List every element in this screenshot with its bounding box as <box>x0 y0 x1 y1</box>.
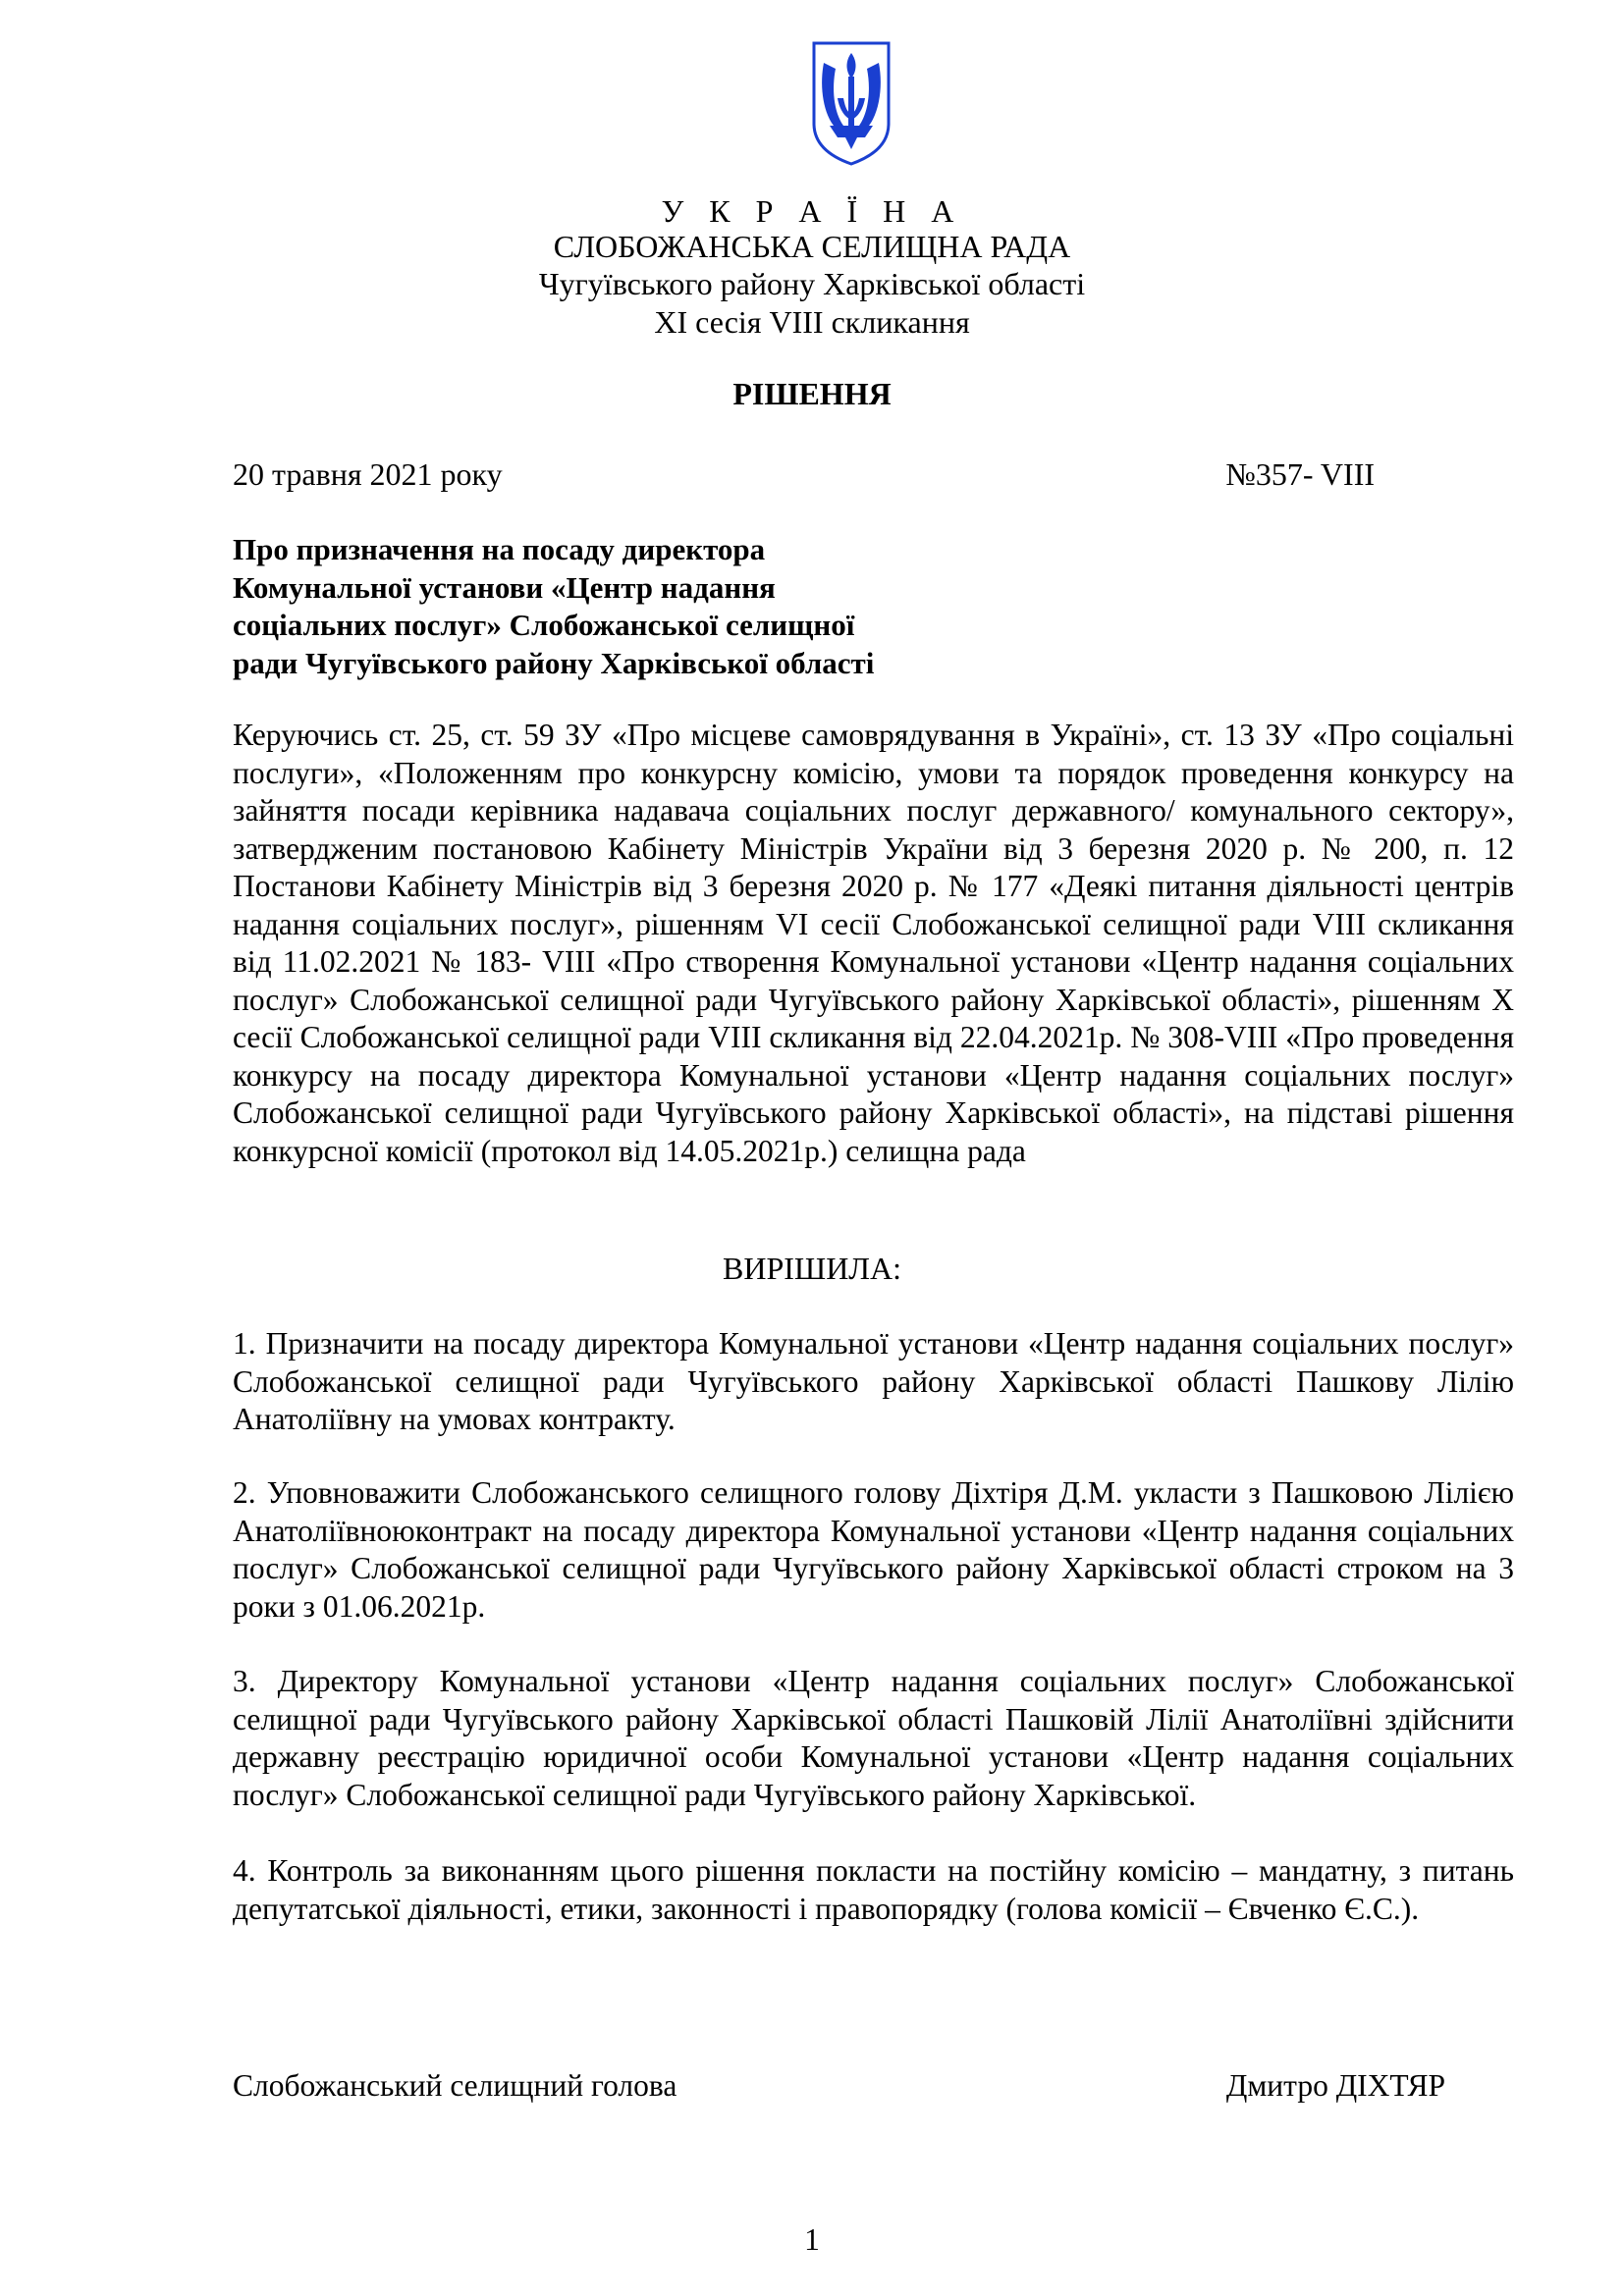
document-number: №357- VIII <box>1225 456 1375 492</box>
subject-line: Про призначення на посаду директора <box>233 532 766 566</box>
date-line <box>233 454 1375 495</box>
header-country: У К Р А Ї Н А <box>661 193 963 229</box>
document-title: РІШЕННЯ <box>732 376 892 411</box>
document-subject <box>233 531 979 682</box>
signature-position: Слобожанський селищний голова <box>233 2068 677 2103</box>
header-council: СЛОБОЖАНСЬКА СЕЛИЩНА РАДА <box>553 229 1071 264</box>
decision-point-1: 1. Призначити на посаду директора Комунальної установи «Центр надання соціальних послуг» Слобожанської селищної ради Чугуївського району Харківської області Пашкову Лілію Анатоліївну на умовах контракту. <box>233 1326 1514 1436</box>
subject-line: соціальних послуг» Слобожанської селищної <box>233 608 855 642</box>
subject-line: ради Чугуївського району Харківської області <box>233 645 875 680</box>
coat-of-arms-trident-icon <box>810 39 893 167</box>
signature-name: Дмитро ДІХТЯР <box>1225 2068 1445 2103</box>
page-number: 1 <box>804 2222 820 2257</box>
resolved-heading: ВИРІШИЛА: <box>723 1251 901 1286</box>
decision-point-3: 3. Директору Комунальної установи «Центр надання соціальних послуг» Слобожанської селищної ради Чугуївського району Харківської області Пашковій Лілії Анатоліївні здійснити державну реєстрацію юридичної особи Комунальної установи «Центр надання соціальних послуг» Слобожанської селищної ради Чугуївського району Харківської. <box>233 1664 1514 1812</box>
subject-line: Комунальної установи «Центр надання <box>233 569 776 605</box>
decision-point-2: 2. Уповноважити Слобожанського селищного голову Діхтіря Д.М. укласти з Пашковою Лілією Анатоліївноюконтракт на посаду директора Комунальної установи «Центр надання соціальних послуг» Слобожанської селищної ради Чугуївського району Харківської області строком на 3 роки з 01.06.2021р. <box>233 1475 1514 1624</box>
document-date: 20 травня 2021 року <box>233 456 503 492</box>
signature-block <box>233 2065 1445 2107</box>
header-district: Чугуївського району Харківської області <box>538 266 1086 301</box>
decision-point-4: 4. Контроль за виконанням цього рішення покласти на постійну комісію – мандатну, з питань депутатської діяльності, етики, законності і правопорядку (голова комісії – Євченко Є.С.). <box>233 1853 1514 1926</box>
header-session: XI сесія VIII скликання <box>654 304 970 340</box>
preamble-paragraph: Керуючись ст. 25, ст. 59 ЗУ «Про місцеве самоврядування в Україні», ст. 13 ЗУ «Про соціальні послуги», «Положенням про конкурсну комісію, умови та порядок проведення конкурсу на зайняття посади керівника надавача соціальних послуг державного/ комунального сектору», затвердженим постановою Кабінету Міністрів України від 3 березня 2020 р. № 200, п. 12 Постанови Кабінету Міністрів від 3 березня 2020 р. № 177 «Деякі питання діяльності центрів надання соціальних послуг», рішенням VI сесії Слобожанської селищної ради VIII скликання від 11.02.2021 № 183- VIII «Про створення Комунальної установи «Центр надання соціальних послуг» Слобожанської селищної ради Чугуївського району Харківської області», рішенням X сесії Слобожанської селищної ради VIII скликання від 22.04.2021р. № 308-VIII «Про проведення конкурсу на посаду директора Комунальної установи «Центр надання соціальних послуг» Слобожанської селищної ради Чугуївського району Харківської області», на підставі рішення конкурсної комісії (протокол від 14.05.2021р.) селищна рада <box>233 718 1514 1168</box>
